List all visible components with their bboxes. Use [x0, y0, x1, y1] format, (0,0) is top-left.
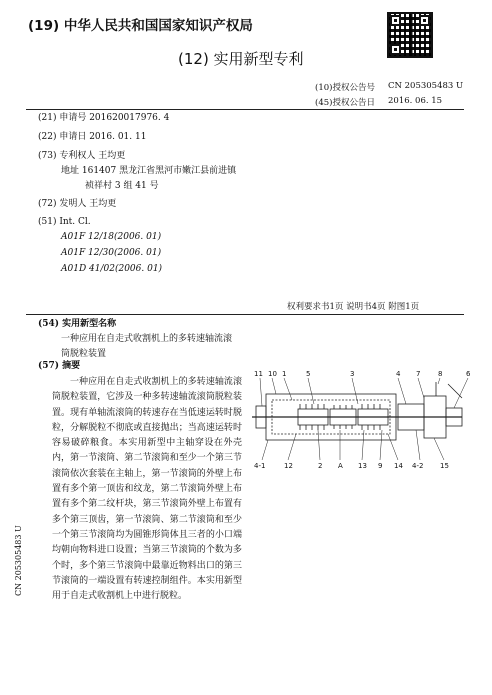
abstract-paragraph: 一种应用在自走式收割机上的多转速轴流滚筒脱粒装置，它涉及一种多转速轴流滚筒脱粒装置。现有单轴流滚筒的转速存在当低速运转时脱粒，分解脱粒不彻底或直接抛出；当高速运转时容易破碎粮食。本实用新型中主轴穿设在外壳内，第一节滚筒、第二节滚筒和至少一个第三节滚筒依次套装在主轴上，第一节滚筒的外壁上布置有多个第一顶齿和纹龙，第二节滚筒外壁上布置有多个第二纹杆块，第三节滚筒外壁上布置有多个第三顶齿，第一节滚筒、第二节滚筒和至少一个第三节滚筒均为圆锥形筒体且三者的小口端均朝向物料进口设置；当第三节滚筒的个数为多个时，多个第三节滚筒中最靠近物料出口的第三节滚筒的一端设置有转速控制组件。本实用新型用于自走式收割机上中进行脱粒。 — [52, 377, 242, 602]
figure-label: 1 — [282, 370, 287, 378]
figure-label: 11 — [254, 370, 263, 378]
figure-label: 3 — [350, 370, 355, 378]
address-line-2: 祯祥村 3 组 41 号 — [85, 181, 159, 191]
figure-label: 12 — [284, 462, 293, 470]
classification-2: A01F 12/30(2006. 01) — [61, 248, 162, 258]
pub-date: 2016. 06. 15 — [388, 96, 443, 106]
figure-label: 13 — [358, 462, 367, 470]
figure-label: 4 — [396, 370, 401, 378]
figure-label: 14 — [394, 462, 403, 470]
figure-label: 8 — [438, 370, 443, 378]
figure-label: 2 — [318, 462, 323, 470]
classification-1: A01F 12/18(2006. 01) — [61, 232, 162, 242]
int-cl-label: (51) Int. Cl. — [38, 217, 91, 227]
figure-label: 15 — [440, 462, 449, 470]
title-line-2: 筒脱粒装置 — [61, 349, 107, 359]
patentee: (73) 专利权人 王均更 — [38, 151, 126, 161]
classification-3: A01D 41/02(2006. 01) — [61, 264, 163, 274]
office-name: (19) 中华人民共和国国家知识产权局 — [28, 18, 253, 34]
title-line-1: 一种应用在自走式收割机上的多转速轴流滚 — [61, 334, 233, 344]
abstract-label: (57) 摘要 — [38, 361, 81, 371]
figure-label: 9 — [378, 462, 383, 470]
figure-label: 4-2 — [412, 462, 424, 470]
pub-number-label: (10)授权公告号 — [315, 83, 375, 93]
pub-number: CN 205305483 U — [388, 81, 464, 91]
figure-label: A — [338, 462, 343, 470]
section-rule — [26, 314, 464, 315]
inventor: (72) 发明人 王均更 — [38, 199, 117, 209]
title-label: (54) 实用新型名称 — [38, 319, 117, 329]
qr-code-icon — [387, 12, 433, 58]
figure-label: 10 — [268, 370, 277, 378]
figure-label: 6 — [466, 370, 471, 378]
application-date: (22) 申请日 2016. 01. 11 — [38, 132, 147, 142]
page-counts: 权利要求书1页 说明书4页 附图1页 — [287, 302, 420, 312]
side-publication-code: CN 205305483 U — [14, 525, 23, 596]
document-type: (12) 实用新型专利 — [178, 50, 304, 68]
address-line-1: 地址 161407 黑龙江省黑河市嫩江县前进镇 — [61, 166, 237, 176]
figure-label: 5 — [306, 370, 311, 378]
application-number: (21) 申请号 201620017976. 4 — [38, 113, 170, 123]
device-drawing — [248, 368, 484, 478]
figure-label: 7 — [416, 370, 421, 378]
figure-label: 4-1 — [254, 462, 266, 470]
abstract-text — [52, 375, 242, 604]
pub-date-label: (45)授权公告日 — [315, 98, 375, 108]
